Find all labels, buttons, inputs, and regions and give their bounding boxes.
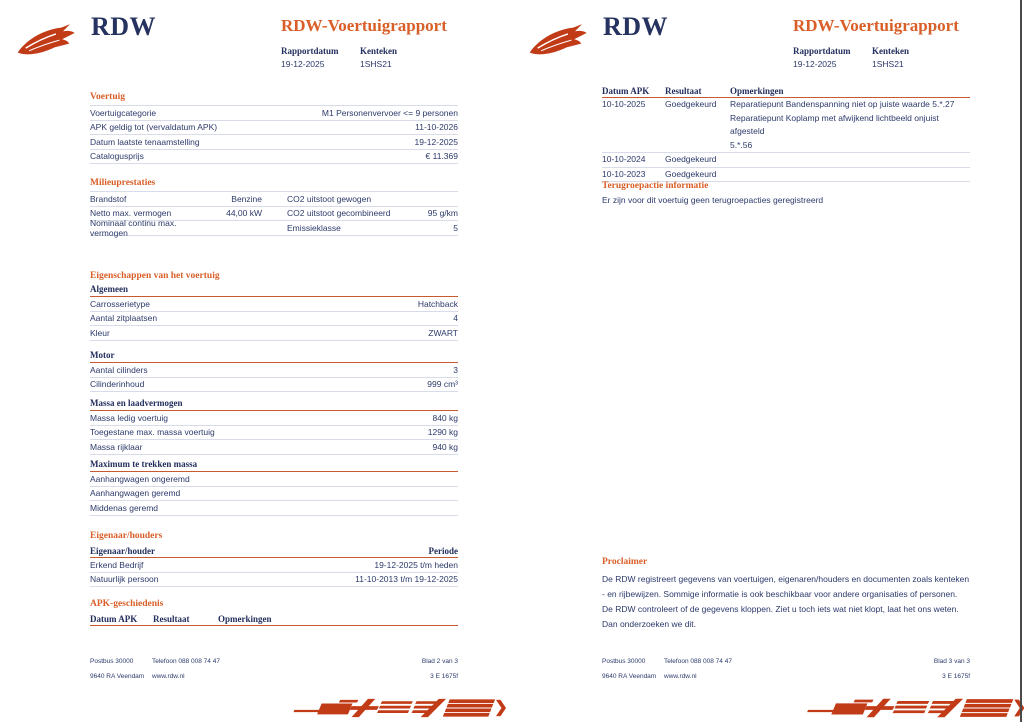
section-proclaimer (602, 557, 970, 632)
rdw-wing-logo-icon (527, 20, 591, 62)
rdw-wordmark: RDW (603, 12, 669, 41)
group-massa (90, 398, 458, 455)
row-label: Voertuigcategorie (90, 107, 157, 118)
footer-postbus: Postbus 30000 (90, 658, 134, 665)
row-value: Hatchback (417, 298, 458, 309)
table-row (90, 150, 458, 165)
table-row (90, 487, 458, 502)
row-label: Erkend Bedrijf (90, 559, 144, 570)
terugroepactie-text: Er zijn voor dit voertuig geen terugroepacties geregistreerd (602, 195, 824, 205)
row-label: Aanhangwagen ongeremd (90, 473, 190, 484)
row-label: Brandstof (90, 193, 127, 204)
table-row (90, 440, 458, 455)
rapportdatum-label: Rapportdatum (281, 46, 339, 56)
section-eigenaar (90, 531, 458, 587)
table-row (90, 106, 458, 121)
row-value: 44,00 kW (226, 208, 262, 219)
row-value: € 11.369 (425, 151, 458, 162)
row-value: 95 g/km (427, 208, 458, 219)
group-header: Massa en laadvermogen (90, 398, 458, 411)
row-value: 11-10-2013 t/m 19-12-2025 (355, 574, 458, 585)
proclaimer-text: De RDW registreert gegevens van voertuigen, eigenaren/houders en documenten zoals kenteken - en rijbewijzen. Sommige informatie is ook beschikbaar voor andere organisaties of personen. De RDW controleert of de gegevens kloppen. Ziet u toch iets wat niet klopt, laat het ons weten. Dan onderzoeken we dit. (602, 574, 970, 629)
eigenaar-table-header (90, 544, 458, 558)
row-label: Catalogusprijs (90, 151, 144, 162)
opmerking-line: Reparatiepunt Bandenspanning niet op juiste waarde 5.*.27 (730, 99, 955, 109)
apk-opmerkingen (730, 98, 970, 152)
footer-plaats: 9640 RA Veendam (90, 673, 145, 680)
row-value: 1290 kg (427, 427, 458, 438)
row-label: Massa ledig voertuig (90, 412, 168, 423)
apk-datum: 10-10-2023 (602, 168, 646, 179)
table-row (602, 153, 970, 168)
milieu-table (90, 191, 458, 236)
table-row (602, 168, 970, 183)
row-label: Aanhangwagen geremd (90, 488, 181, 499)
footer-address (602, 654, 656, 684)
group-header: Motor (90, 350, 458, 363)
footer-page-number: Blad 3 van 3 (933, 658, 970, 665)
kenteken-value: 1SHS21 (360, 59, 392, 69)
section-title: Proclaimer (602, 557, 648, 567)
row-value: 19-12-2025 (414, 136, 458, 147)
row-value: 5 (453, 222, 458, 233)
row-value: M1 Personenvervoer <= 9 personen (321, 107, 458, 118)
footer-phone: Telefoon 088 008 74 47 (152, 658, 220, 665)
row-value: 840 kg (432, 412, 458, 423)
column-header: Opmerkingen (730, 85, 784, 96)
group-trekken-massa (90, 459, 458, 516)
section-title: Milieuprestaties (90, 178, 156, 188)
table-row (90, 326, 458, 341)
voertuig-table (90, 105, 458, 164)
row-label: CO2 uitstoot gewogen (287, 193, 372, 204)
column-header: Datum APK (90, 613, 138, 624)
row-label: Aantal cilinders (90, 364, 148, 375)
kenteken-value: 1SHS21 (872, 59, 904, 69)
row-label: APK geldig tot (vervaldatum APK) (90, 122, 218, 133)
row-value: ZWART (428, 327, 458, 338)
page-footer (90, 654, 458, 690)
table-row (90, 411, 458, 426)
apk-resultaat: Goedgekeurd (665, 154, 717, 164)
column-header: Eigenaar/houder (90, 545, 156, 556)
row-label: Emissieklasse (287, 222, 341, 233)
row-label: CO2 uitstoot gecombineerd (287, 208, 391, 219)
row-label: Netto max. vermogen (90, 208, 172, 219)
page-footer (602, 654, 970, 690)
row-label: Nominaal continu max. vermogen (90, 217, 177, 238)
section-title: Voertuig (90, 92, 126, 102)
section-title: APK-geschiedenis (90, 599, 164, 609)
rapportdatum-block (793, 46, 851, 69)
section-eigenschappen-title (90, 271, 458, 284)
rapportdatum-value: 19-12-2025 (281, 59, 325, 69)
table-row (90, 297, 458, 312)
rapportdatum-block (281, 46, 339, 69)
rdw-truck-graphic-icon (288, 695, 506, 721)
column-header: Resultaat (153, 613, 190, 624)
group-algemeen (90, 284, 458, 341)
row-label: Aantal zitplaatsen (90, 313, 158, 324)
table-row (90, 135, 458, 150)
opmerking-line: 5.*.56 (730, 139, 753, 150)
apk-table-header (602, 84, 970, 98)
section-title: Eigenaar/houders (90, 531, 163, 541)
column-header: Periode (428, 545, 458, 556)
apk-datum: 10-10-2024 (602, 154, 646, 164)
row-value: 4 (453, 313, 458, 324)
footer-page-number: Blad 2 van 3 (421, 658, 458, 665)
row-label: Datum laatste tenaamstelling (90, 136, 200, 147)
group-header: Algemeen (90, 284, 458, 297)
section-apk-table (602, 84, 970, 182)
column-header: Resultaat (665, 85, 702, 96)
row-value: 940 kg (432, 441, 458, 452)
section-voertuig (90, 92, 458, 164)
footer-plaats: 9640 RA Veendam (602, 673, 657, 680)
rapportdatum-label: Rapportdatum (793, 46, 851, 56)
table-row (90, 501, 458, 516)
table-row (90, 192, 458, 207)
column-header: Opmerkingen (218, 613, 272, 624)
rdw-wing-logo-icon (15, 20, 79, 62)
row-label: Carrosserietype (90, 298, 150, 309)
rdw-wordmark: RDW (91, 12, 157, 41)
footer-postbus: Postbus 30000 (602, 658, 646, 665)
footer-website: www.rdw.nl (152, 673, 185, 680)
table-row (90, 573, 458, 588)
footer-contact (664, 654, 732, 684)
footer-page-info (422, 654, 458, 684)
table-row (90, 472, 458, 487)
apk-resultaat: Goedgekeurd (665, 99, 717, 109)
row-label: Kleur (90, 327, 110, 338)
section-apk-geschiedenis (90, 599, 458, 626)
table-row (90, 217, 458, 238)
footer-form-code: 3 E 1675f (942, 673, 970, 680)
table-row (602, 98, 970, 153)
row-label: Middenas geremd (90, 502, 159, 513)
rapportdatum-value: 19-12-2025 (793, 59, 837, 69)
apk-table-header (90, 612, 458, 626)
opmerking-line: Reparatiepunt Koplamp met afwijkend lichtbeeld onjuist afgesteld (730, 112, 939, 136)
page-title: RDW-Voertuigrapport (281, 16, 447, 35)
kenteken-block (872, 46, 909, 69)
footer-phone: Telefoon 088 008 74 47 (664, 658, 732, 665)
kenteken-block (360, 46, 397, 69)
table-row (90, 558, 458, 573)
section-title: Eigenschappen van het voertuig (90, 271, 220, 281)
table-row (90, 312, 458, 327)
section-terugroepactie (602, 181, 970, 207)
row-label: Massa rijklaar (90, 441, 143, 452)
table-row (90, 121, 458, 136)
section-milieuprestaties (90, 178, 458, 236)
kenteken-label: Kenteken (360, 46, 397, 56)
table-row (90, 378, 458, 393)
row-value: Benzine (231, 193, 262, 204)
footer-page-info (934, 654, 970, 684)
group-motor (90, 350, 458, 392)
row-value: 11-10-2026 (415, 122, 458, 133)
table-row (90, 426, 458, 441)
apk-resultaat: Goedgekeurd (665, 168, 717, 179)
footer-address (90, 654, 144, 684)
rdw-truck-graphic-icon (800, 695, 1024, 721)
footer-form-code: 3 E 1675f (430, 673, 458, 680)
section-title: Terugroepactie informatie (602, 181, 709, 191)
kenteken-label: Kenteken (872, 46, 909, 56)
report-page-3 (512, 0, 1024, 722)
footer-website: www.rdw.nl (664, 673, 697, 680)
table-row (90, 363, 458, 378)
window-right-edge (1020, 0, 1022, 722)
row-label: Cilinderinhoud (90, 379, 145, 390)
row-label: Natuurlijk persoon (90, 574, 159, 585)
column-header: Datum APK (602, 85, 650, 96)
page-title: RDW-Voertuigrapport (793, 16, 959, 35)
row-label: Toegestane max. massa voertuig (90, 427, 215, 438)
row-value: 19-12-2025 t/m heden (374, 559, 458, 570)
group-header: Maximum te trekken massa (90, 459, 458, 472)
row-value: 3 (453, 364, 458, 375)
apk-datum: 10-10-2025 (602, 99, 646, 109)
footer-contact (152, 654, 220, 684)
row-value: 999 cm³ (427, 379, 458, 390)
